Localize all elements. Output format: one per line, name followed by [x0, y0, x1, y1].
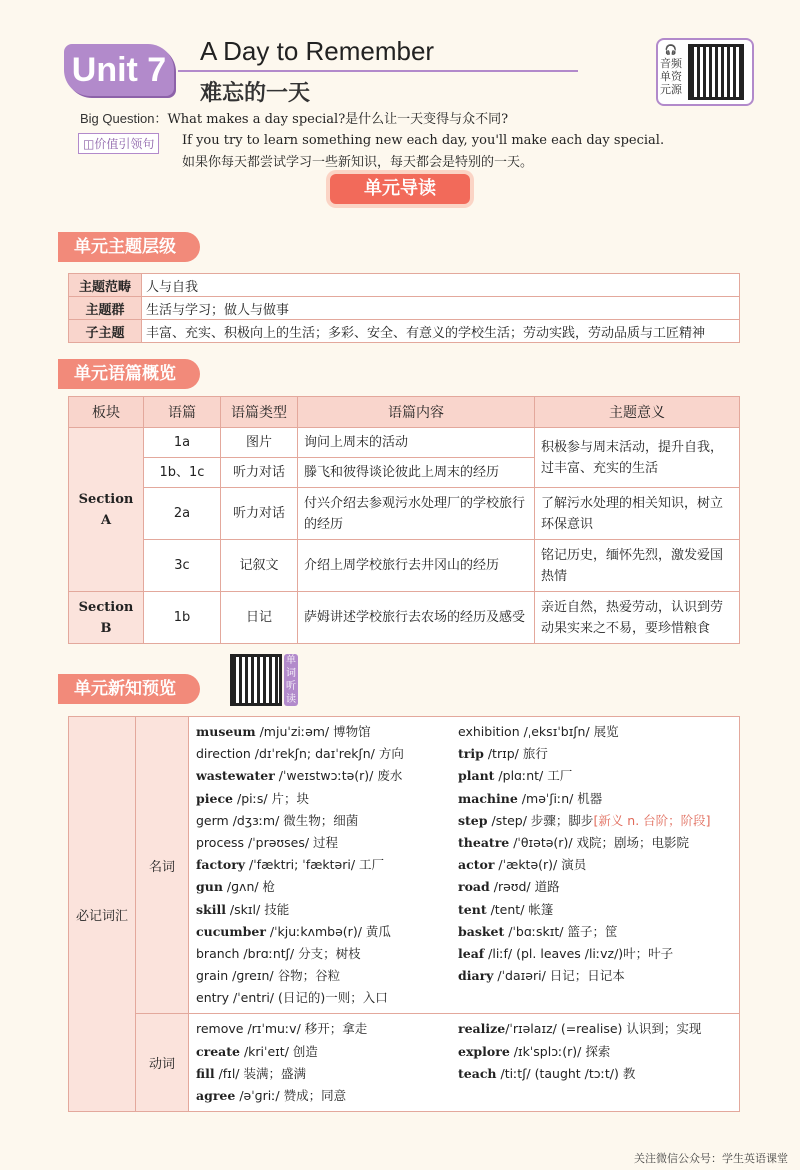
col-header: 主题意义 [535, 397, 740, 428]
cell: 听力对话 [221, 488, 298, 540]
vocab-item [196, 965, 458, 987]
vocab-word: leaf [458, 945, 485, 961]
nouns-list [190, 718, 738, 1012]
row-key: 主题范畴 [69, 274, 142, 297]
vocab-item [458, 921, 720, 943]
vocab-word: germ [196, 812, 229, 828]
vocab-qr-code-icon[interactable] [230, 654, 282, 706]
cell: 1b、1c [144, 458, 221, 488]
cell: 记叙文 [221, 540, 298, 592]
vocab-item [458, 876, 720, 898]
vocab-item [458, 765, 720, 787]
nouns-label: 名词 [136, 717, 189, 1014]
row-value: 生活与学习；做人与做事 [142, 297, 740, 320]
vocab-word: entry [196, 990, 230, 1006]
big-question-label: Big Question： [80, 111, 168, 126]
vocab-definition: /tent/ 帐篷 [486, 901, 554, 917]
table-row [69, 717, 740, 1014]
vocab-definition: /brɑːntʃ/ 分支；树枝 [239, 945, 361, 961]
vocab-definition: /ɡreɪn/ 谷物；谷粒 [228, 968, 341, 984]
vocab-definition: /trɪp/ 旅行 [483, 746, 548, 762]
vocab-item [458, 1085, 720, 1107]
vocab-word: skill [196, 901, 226, 917]
col-header: 语篇 [144, 397, 221, 428]
vocab-definition: /ˈdaɪəri/ 日记；日记本 [493, 968, 625, 984]
vocab-item [458, 1041, 720, 1063]
vocab-definition: /ɪkˈsplɔː(r)/ 探索 [509, 1043, 611, 1059]
cell: 1b [144, 592, 221, 644]
vocab-definition: /ˈrɪəlaɪz/ (=realise) 认识到；实现 [505, 1021, 702, 1037]
cell: 日记 [221, 592, 298, 644]
vocab-item [458, 987, 720, 1009]
table-row [69, 592, 740, 644]
verbs-cell [189, 1014, 740, 1112]
cell: 萨姆讲述学校旅行去农场的经历及感受 [298, 592, 535, 644]
vocab-item [196, 810, 458, 832]
vocab-word: actor [458, 857, 495, 873]
vocab-qr-label: 单词听读 [286, 655, 296, 705]
vocab-word: step [458, 812, 488, 828]
table-row [69, 540, 740, 592]
resource-label: 🎧 音频单资元源 [660, 45, 682, 96]
vocab-item [196, 1085, 458, 1107]
table-header-row [69, 397, 740, 428]
vocab-item [458, 810, 720, 832]
vocab-item [196, 1063, 458, 1085]
cell: 听力对话 [221, 458, 298, 488]
vocab-definition: /rəʊd/ 道路 [489, 879, 560, 895]
verbs-label: 动词 [136, 1014, 189, 1112]
vocab-category: 必记词汇 [69, 717, 136, 1112]
vocab-item [458, 832, 720, 854]
vocab-word: create [196, 1043, 240, 1059]
cell: 图片 [221, 428, 298, 458]
vocab-word: theatre [458, 834, 510, 850]
value-guide-zh: 如果你每天都尝试学习一些新知识，每天都会是特别的一天。 [182, 155, 534, 170]
cell: 付兴介绍去参观污水处理厂的学校旅行的经历 [298, 488, 535, 540]
table-row [69, 320, 740, 343]
value-guide-en: If you try to learn something new each day, you'll make each day special. [182, 133, 665, 148]
cell: 亲近自然，热爱劳动，认识到劳动果实来之不易，要珍惜粮食 [535, 592, 740, 644]
vocab-item [196, 987, 458, 1009]
vocab-item [196, 832, 458, 854]
vocab-item [196, 765, 458, 787]
table-row [69, 428, 740, 458]
vocab-item [458, 899, 720, 921]
unit-badge: Unit 7 [64, 44, 174, 96]
overview-table [68, 396, 740, 644]
vocab-definition: /liːf/ (pl. leaves /liːvz/)叶；叶子 [484, 945, 674, 961]
row-key: 子主题 [69, 320, 142, 343]
vocab-definition: /skɪl/ 技能 [225, 901, 290, 917]
vocab-word: cucumber [196, 923, 266, 939]
vocab-word: explore [458, 1043, 510, 1059]
cell: 积极参与周末活动，提升自我，过丰富、充实的生活 [535, 428, 740, 488]
big-question-text: What makes a day special?是什么让一天变得与众不同? [167, 112, 509, 127]
cell: 铭记历史，缅怀先烈，激发爱国热情 [535, 540, 740, 592]
unit-title-en: A Day to Remember [200, 36, 435, 66]
vocab-word: basket [458, 923, 505, 939]
big-question [80, 108, 508, 127]
vocab-word: machine [458, 790, 518, 806]
vocab-table [68, 716, 740, 1112]
vocab-word: road [458, 879, 490, 895]
vocab-word: fill [196, 1065, 215, 1081]
cell: 滕飞和彼得谈论彼此上周末的经历 [298, 458, 535, 488]
vocab-item [458, 943, 720, 965]
vocab-definition: /məˈʃiːn/ 机器 [517, 790, 603, 806]
vocab-word: direction [196, 746, 251, 762]
vocab-definition: /ˈkjuːkʌmbə(r)/ 黄瓜 [265, 923, 391, 939]
vocab-definition: /rɪˈmuːv/ 移开；拿走 [243, 1021, 368, 1037]
vocab-definition: /ˌeksɪˈbɪʃn/ 展览 [519, 724, 619, 739]
vocab-definition: /plɑːnt/ 工厂 [494, 768, 573, 784]
vocab-definition: /ˈæktə(r)/ 演员 [494, 857, 587, 873]
theme-table [68, 273, 740, 343]
value-icon: ◫ [83, 137, 95, 151]
unit-title-zh: 难忘的一天 [200, 81, 311, 106]
vocab-definition: /dɪˈrekʃn; daɪˈrekʃn/ 方向 [250, 746, 404, 762]
theme-section-title: 单元主题层级 [58, 232, 200, 262]
table-row [69, 488, 740, 540]
section-a-label: Section A [69, 428, 144, 592]
table-row [69, 297, 740, 320]
verbs-list [190, 1015, 738, 1110]
vocab-item [196, 921, 458, 943]
footer-note: 关注微信公众号：学生英语课堂 [634, 1152, 788, 1165]
vocab-item [196, 943, 458, 965]
vocab-item [196, 788, 458, 810]
vocab-definition: /piːs/ 片；块 [233, 790, 310, 806]
cell: 3c [144, 540, 221, 592]
vocab-definition: /step/ 步骤；脚步 [487, 812, 594, 828]
unit-guide-title: 单元导读 [330, 174, 470, 204]
section-b-label: Section B [69, 592, 144, 644]
vocab-word: museum [196, 724, 256, 739]
vocab-item [196, 899, 458, 921]
cell: 1a [144, 428, 221, 458]
row-value: 人与自我 [142, 274, 740, 297]
col-header: 板块 [69, 397, 144, 428]
vocab-word: wastewater [196, 768, 275, 784]
col-header: 语篇类型 [221, 397, 298, 428]
vocab-word: realize [458, 1021, 506, 1037]
cell: 介绍上周学校旅行去井冈山的经历 [298, 540, 535, 592]
nouns-cell [189, 717, 740, 1014]
vocab-definition: /fɪl/ 装满；盛满 [214, 1065, 306, 1081]
vocab-item [196, 876, 458, 898]
vocab-word: teach [458, 1065, 497, 1081]
vocab-word: tent [458, 901, 487, 917]
vocab-word: plant [458, 768, 495, 784]
table-row [69, 1014, 740, 1112]
audio-resource-box[interactable] [656, 38, 754, 106]
vocab-item [458, 788, 720, 810]
vocab-definition: /kriˈeɪt/ 创造 [239, 1043, 318, 1059]
vocab-word: remove [196, 1021, 244, 1037]
vocab-word: agree [196, 1088, 236, 1103]
table-row [69, 274, 740, 297]
vocab-definition: /əˈɡriː/ 赞成；同意 [235, 1088, 347, 1103]
vocab-item [196, 1018, 458, 1040]
vocab-item [196, 721, 458, 743]
row-value: 丰富、充实、积极向上的生活；多彩、安全、有意义的学校生活；劳动实践，劳动品质与工匠精神 [142, 320, 740, 343]
vocab-word: gun [196, 879, 223, 895]
vocab-item [196, 743, 458, 765]
vocab-new-meaning: [新义 n. 台阶；阶段] [593, 812, 711, 828]
vocab-definition: /ˈθɪətə(r)/ 戏院；剧场；电影院 [509, 834, 690, 850]
vocab-item [458, 1063, 720, 1085]
vocab-item [196, 854, 458, 876]
vocab-definition: /mjuˈziːəm/ 博物馆 [255, 724, 371, 739]
row-key: 主题群 [69, 297, 142, 320]
vocab-item [458, 965, 720, 987]
vocab-word: piece [196, 790, 234, 806]
vocab-definition: /tiːtʃ/ (taught /tɔːt/) 教 [496, 1065, 636, 1081]
cell: 了解污水处理的相关知识，树立环保意识 [535, 488, 740, 540]
title-divider [178, 70, 578, 72]
vocab-definition: /ˈfæktri; ˈfæktəri/ 工厂 [245, 857, 385, 873]
cell: 询问上周末的活动 [298, 428, 535, 458]
vocab-word: process [196, 834, 245, 850]
vocab-item [458, 721, 720, 743]
vocab-definition: /dʒɜːm/ 微生物；细菌 [228, 812, 359, 828]
vocab-item [196, 1041, 458, 1063]
headphone-icon: 🎧 [664, 45, 678, 56]
vocab-definition: /ˈweɪstwɔːtə(r)/ 废水 [274, 768, 403, 784]
vocab-definition: /ˈentri/ (日记的)一则；入口 [229, 990, 388, 1006]
qr-code-icon[interactable] [688, 44, 744, 100]
cell: 2a [144, 488, 221, 540]
col-header: 语篇内容 [298, 397, 535, 428]
vocab-word: branch [196, 945, 240, 961]
vocab-word: grain [196, 968, 229, 984]
vocab-definition: /ˈbɑːskɪt/ 篮子；筐 [504, 923, 618, 939]
vocab-word: factory [196, 857, 246, 873]
vocab-definition: /ɡʌn/ 枪 [222, 879, 276, 895]
vocab-item [458, 1018, 720, 1040]
vocab-word: exhibition [458, 724, 520, 739]
vocab-definition: /ˈprəʊses/ 过程 [244, 834, 339, 850]
vocab-section-title: 单元新知预览 [58, 674, 200, 704]
vocab-item [458, 854, 720, 876]
value-guide-tag: ◫价值引领句 [78, 133, 159, 154]
vocab-word: diary [458, 968, 494, 984]
vocab-item [458, 743, 720, 765]
vocab-word: trip [458, 746, 484, 762]
overview-section-title: 单元语篇概览 [58, 359, 200, 389]
